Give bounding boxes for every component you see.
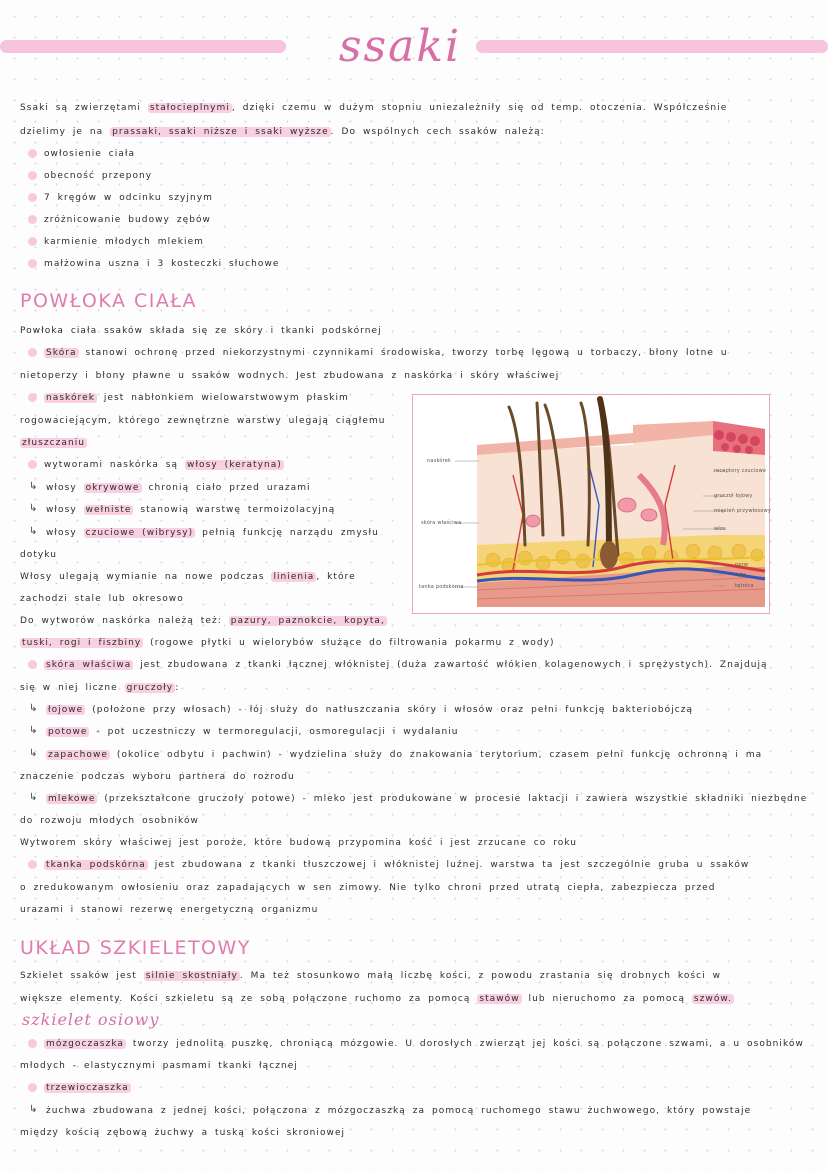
figure-label-nerw: nerw (735, 562, 749, 568)
figure-label-skora-wlasciwa: skóra właściwa (421, 520, 462, 526)
text-line: młodych - elastycznymi pasmami tkanki łącznej (20, 1061, 298, 1071)
text-line: do rozwoju młodych osobników (20, 816, 199, 826)
feature-item: owłosienie ciała (20, 148, 135, 160)
text-line: ↳ włosy czuciowe (wibrysy) pełnią funkcję narządu zmysłu (20, 527, 379, 539)
text-line: ↳ żuchwa zbudowana z jednej kości, połączona z mózgoczaszką za pomocą ruchomego stawu żuchwowego, który powstaje (20, 1105, 751, 1117)
skin-diagram (412, 394, 770, 614)
text-line: nietoperzy i błony pławne u ssaków wodnych. Jest zbudowana z naskórka i skóry właściwej (20, 371, 560, 381)
feature-item: małżowina uszna i 3 kosteczki słuchowe (20, 258, 279, 270)
figure-label-gruczol-lojowy: gruczoł łojowy (714, 493, 753, 499)
figure-label-receptory: receptory czuciowe (714, 468, 767, 474)
text-line: o zredukowanym owłosieniu oraz zapadających w sen zimowy. Nie tylko chroni przed utratą ciepła, zabezpiecza przed (20, 883, 716, 893)
header-bar-right (476, 40, 828, 53)
text-line: Włosy ulegają wymianie na nowe podczas linienia , które (20, 572, 356, 582)
intro-line-1: Ssaki są zwierzętami stałocieplnymi , dzięki czemu w dużym stopniu uniezależniły się od temp. otoczenia. Współcześnie (20, 103, 728, 113)
text-line: urazami i stanowi rezerwę energetyczną organizmu (20, 905, 319, 915)
text-line: ↳ zapachowe (okolice odbytu i pachwin) - wydzielina służy do znakowania terytorium, czasem pełni funkcję ochronną i ma (20, 749, 762, 761)
figure-label-wlos: włos (714, 526, 726, 532)
figure-label-tkanka-podskorna: tanka podskórna (419, 584, 464, 590)
text-line: się w niej liczne gruczoły : (20, 683, 180, 693)
figure-label-zyla: żyła (735, 572, 746, 578)
text-line: między kością zębową żuchwy a tuską kości skroniowej (20, 1128, 346, 1138)
text-line: Powłoka ciała ssaków składa się ze skóry i tkanki podskórnej (20, 326, 382, 336)
text-line: tkanka podskórna jest zbudowana z tkanki tłuszczowej i włóknistej luźnej. warstwa ta jest szczególnie gruba u ssaków (20, 859, 749, 871)
intro-line-2: dzielimy je na prassaki, ssaki niższe i ssaki wyższe . Do wspólnych cech ssaków należą: (20, 127, 545, 137)
text-line: ↳ włosy okrywowe chronią ciało przed urazami (20, 482, 311, 494)
text-line: większe elementy. Kości szkieletu są ze sobą połączone ruchomo za pomocą stawów lub nieruchomo za pomocą szwów. (20, 994, 732, 1004)
text-line: Wytworem skóry właściwej jest poroże, które budową przypomina kość i jest zrzucane co roku (20, 838, 578, 848)
text-line: ↳ mlekowe (przekształcone gruczoły potowe) - mleko jest produkowane w procesie laktacji i zawiera wszystkie składniki niezbędne (20, 793, 807, 805)
text-line: ↳ łojowe (położone przy włosach) - łój służy do natłuszczania skóry i włosów oraz pełni funkcję bakteriobójczą (20, 704, 693, 716)
figure-label-tetnica: tętnica (735, 583, 754, 589)
text-line: skóra właściwa jest zbudowana z tkanki łącznej włóknistej (duża zawartość włókien kolagenowych i sprężystych). Znajdują (20, 659, 768, 671)
text-line: trzewioczaszka (20, 1082, 131, 1094)
text-line: dotyku (20, 550, 58, 560)
text-line: znaczenie podczas wyboru partnera do rozrodu (20, 772, 295, 782)
text-line: Skóra stanowi ochronę przed niekorzystnymi czynnikami środowiska, tworzy torbę lęgową u torbaczy, błony lotne u (20, 347, 728, 359)
subheading-szkielet-osiowy: szkielet osiowy (22, 1010, 160, 1029)
feature-item: 7 kręgów w odcinku szyjnym (20, 192, 213, 204)
text-line: złuszczaniu (22, 438, 86, 448)
text-line: mózgoczaszka tworzy jednolitą puszkę, chroniącą mózgowie. U dorosłych zwierząt jej kości są połączone szwami, a u osobników (20, 1038, 804, 1050)
figure-label-naskorek: naskórek (427, 458, 452, 464)
text-line: tuski, rogi i fiszbiny (rogowe płytki u wielorybów służące do filtrowania pokarmu z wody) (22, 638, 555, 648)
text-line: Do wytworów naskórka należą też: pazury, paznokcie, kopyta, (20, 616, 385, 626)
text-line: naskórek jest nabłonkiem wielowarstwowym płaskim (20, 392, 349, 404)
text-line: wytworami naskórka są włosy (keratyna) (20, 459, 284, 471)
text-line: ↳ włosy wełniste stanowią warstwę termoizolacyjną (20, 504, 335, 516)
section-heading-szkielet: UKŁAD SZKIELETOWY (20, 937, 251, 959)
section-heading-powloka: POWŁOKA CIAŁA (20, 290, 198, 312)
text-line: zachodzi stale lub okresowo (20, 594, 184, 604)
figure-label-miesien: mięsień przywłosowy (714, 508, 772, 514)
feature-item: obecność przepony (20, 170, 152, 182)
text-line: Szkielet ssaków jest silnie skostniały . Ma też stosunkowo małą liczbę kości, z powodu zrastania się drobnych kości w (20, 971, 722, 981)
text-line: rogowaciejącym, którego zewnętrzne warstwy ulegają ciągłemu (20, 416, 386, 426)
text-line: ↳ potowe - pot uczestniczy w termoregulacji, osmoregulacji i wydalaniu (20, 726, 459, 738)
page-title: ssaki (338, 21, 462, 72)
feature-item: zróżnicowanie budowy zębów (20, 214, 211, 226)
skin-cross-section-illustration (413, 395, 772, 613)
header-bar-left (0, 40, 286, 53)
feature-item: karmienie młodych mlekiem (20, 236, 204, 248)
